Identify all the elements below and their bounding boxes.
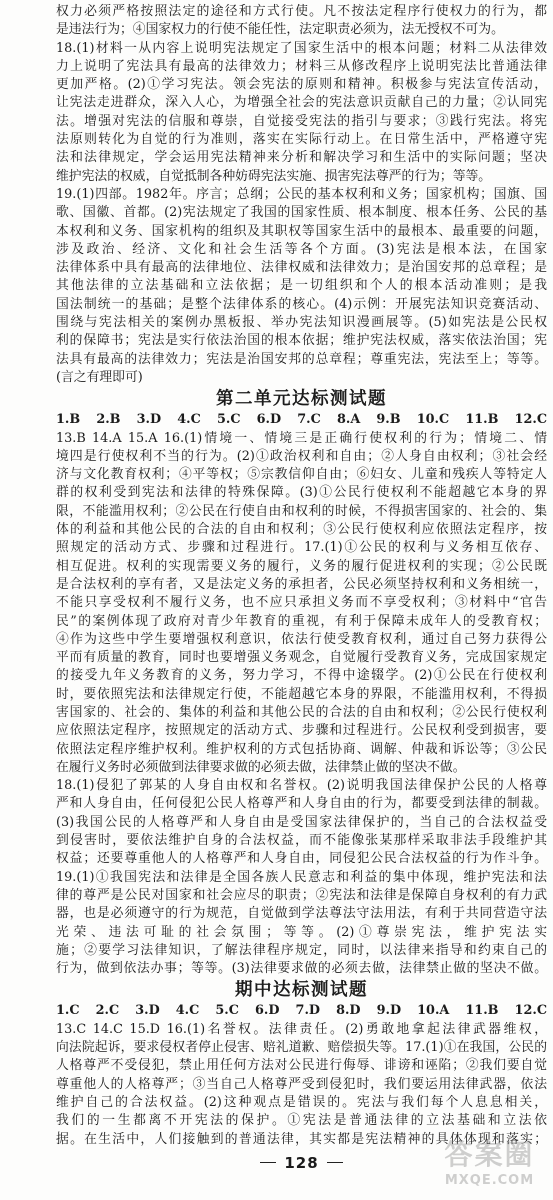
text-line: 施；②要学习法律知识，了解法律程序规定，同时，以法律来指导和约束自己的: [56, 942, 547, 958]
text-line: 据。在生活中，人们接触到的普通法律，其实都是宪法精神的具体体现和落实；: [56, 1131, 547, 1147]
text-line: 行为，做到依法办事；等等。(3)法律要求做的必须去做，法律禁止做的坚决不做。: [56, 961, 547, 977]
text-line: 济与文化教育权利；④平等权；⑤宗教信仰自由；⑥妇女、儿童和残疾人等特定人: [56, 467, 547, 483]
text-line: 国法制统一的基础；是整个法律体系的核心。(4)示例：开展宪法知识竞赛活动、: [56, 296, 547, 312]
text-line: 体的利益和其他公民的合法的自由和权利；③公民行使权利应依照法定程序，按: [56, 522, 547, 538]
text-line: 民”的案例体现了政府对青少年教育的重视，有利于保障未成年人的受教育权；: [56, 613, 547, 629]
text-line: 法。增强对宪法的信服和尊崇，自觉接受宪法的指引与要求；③践行宪法。将宪: [56, 113, 547, 129]
text-line: (3)我国公民的人格尊严和人身自由是受国家法律保护的，当自己的合法权益受: [56, 814, 547, 830]
text-line: 歌、国徽、首都。(2)宪法规定了我国的国家性质、根本制度、根本任务、公民的基: [56, 205, 547, 221]
answer-key-line: 1.C 2.C 3.D 4.C 5.C 6.D 7.D 8.D 9.D 10.A 11.B 12.C: [56, 1003, 547, 1019]
text-line: 是违法行为；④国家权力的行使不能任性，法定职责必须为，法无授权不可为。: [56, 22, 504, 38]
text-line: 13.B 14.A 15.A 16.(1)情境一、情境三是正确行使权利的行为；情境二、情: [56, 430, 547, 446]
text-line: 让宪法走进群众，深入人心，为增强全社会的宪法意识贡献自己的力量；②认同宪: [56, 95, 547, 111]
answer-key-line: 1.B 2.B 3.D 4.C 5.C 6.D 7.C 8.A 9.B 10.C 11.B 12.C: [56, 412, 547, 428]
page-footer: [56, 1151, 547, 1175]
text-line: 法原则转化为自觉的行为准则，落实在实际行动上。在日常生活中，严格遵守宪: [56, 132, 547, 148]
text-line: 力上说明了宪法具有最高的法律效力；材料三从修改程序上说明宪法比普通法律: [56, 58, 547, 74]
text-line: 法具有最高的法律效力；宪法是治国安邦的总章程；尊重宪法，宪法至上；等等。: [56, 351, 547, 367]
text-line: 围绕与宪法相关的案例办黑板报、举办宪法知识漫画展等。(5)如宪法是公民权: [56, 315, 547, 331]
text-line: 到侵害时，要依法维护自身的合法权益，而不能像张某那样采取非法手段维护其: [56, 833, 547, 849]
text-line: 19.(1)①我国宪法和法律是全国各族人民意志和利益的集中体现，维护宪法和法: [56, 869, 547, 885]
text-line: (言之有理即可): [56, 369, 143, 385]
text-line: 本权利和义务、国家机构的组织及其职权等国家生活中的最根本、最重要的问题，: [56, 223, 547, 239]
text-line: 器，也是必须遵守的行为规范，自觉做到学法尊法守法用法，有利于共同营造守法: [56, 906, 547, 922]
text-line: 不能只享受权利不履行义务，也不应只承担义务而不享受权利；③材料中“官告: [56, 595, 547, 611]
text-line: 维护宪法的权威，自觉抵制各种妨碍宪法实施、损害宪法尊严的行为；等等。: [56, 168, 492, 184]
text-line: 依照法定程序维护权利。维护权利的方式包括协商、调解、仲裁和诉讼等；③公民: [56, 741, 547, 757]
page-number-dash-left: [260, 1162, 276, 1163]
text-line: 害国家的、社会的、集体的利益和其他公民的合法的自由和权利；②公民行使权利: [56, 704, 547, 720]
text-line: 照规定的活动方式、步骤和过程进行。17.(1)①公民的权利与义务相互依存、: [56, 540, 547, 556]
text-line: 尊重他人的人格尊严；③当自己人格尊严受到侵犯时，我们要运用法律武器，依法: [56, 1076, 547, 1092]
text-line: 向法院起诉，要求侵权者停止侵害、赔礼道歉、赔偿损失等。17.(1)①在我国，公民的: [56, 1040, 547, 1056]
text-line: 利的保障书；宪法是实行依法治国的根本依据；维护宪法权威，落实依法治国；宪: [56, 333, 547, 349]
text-line: ④作为这些中学生要增强权利意识，依法行使受教育权利，通过自己努力获得公: [56, 631, 547, 647]
text-line: 维护自己的合法权益。(2)这种观点是错误的。宪法与我们每个人息息相关，: [56, 1094, 547, 1110]
text-line: 我们的一生都离不开宪法的保护。①宪法是普通法律的立法基础和立法依: [56, 1113, 547, 1129]
section-heading-unit2: 第二单元达标测试题: [216, 389, 387, 410]
text-line: 平而有质量的教育，同时也要增强义务观念，自觉履行受教育义务，完成国家规定: [56, 650, 547, 666]
text-line: 权力必须严格按照法定的途径和方式行使。凡不按法定程序行使权力的行为，都: [56, 4, 547, 19]
text-line: 相互促进。权利的实现需要义务的履行，义务的履行促进权利的实现；②公民既: [56, 558, 547, 574]
page-number-dash-right: [327, 1162, 343, 1163]
text-line: 法律体系中具有最高的法律地位、法律权威和法律效力；是治国安邦的总章程；是: [56, 260, 547, 276]
text-line: 18.(1)材料一从内容上说明宪法规定了国家生活中的根本问题；材料二从法律效: [56, 40, 547, 56]
section-heading-midterm: 期中达标测试题: [235, 980, 368, 1001]
text-line: 18.(1)侵犯了郭某的人身自由权和名誉权。(2)说明我国法律保护公民的人格尊: [56, 778, 547, 794]
text-line: 权益；还要尊重他人的人格尊严和人身自由，同侵犯公民合法权益的行为作斗争。: [56, 851, 547, 867]
text-line: 时，要依照宪法和法律规定行使，不能超越它本身的界限，不能滥用权利，不得损: [56, 686, 547, 702]
answer-page: [56, 3, 547, 1175]
text-line: 群的权利受到宪法和法律的特殊保障。(3)①公民行使权利不能超越它本身的界: [56, 485, 547, 501]
text-line: 13.C 14.C 15.D 16.(1)名誉权。法律责任。(2)勇敢地拿起法律武器维权，: [56, 1021, 547, 1037]
text-line: 应依照法定程序，按照规定的活动方式、步骤和过程进行。公民权利受到损害，要: [56, 723, 547, 739]
text-line: 19.(1)四部。1982年。序言；总纲；公民的基本权利和义务；国家机构；国旗、国: [56, 186, 547, 202]
watermark-site: MXQE.COM: [444, 1173, 535, 1188]
text-line: 其他法律的立法基础和立法依据；是一切组织和个人的根本活动准则；是我: [56, 278, 547, 294]
text-line: 法和法律规定，学会运用宪法精神来分析和解决学习和生活中的实际问题；坚决: [56, 150, 547, 166]
text-line: 在履行义务时必须做到法律要求做的必须去做，法律禁止做的坚决不做。: [56, 759, 466, 775]
page-number: 128: [284, 1153, 319, 1172]
text-line: 是合法权利的享有者，又是法定义务的承担者，公民必须坚持权利和义务相统一，: [56, 576, 547, 592]
text-line: 人格尊严不受侵犯，禁止用任何方法对公民进行侮辱、诽谤和诬陷；②我们要自觉: [56, 1058, 547, 1074]
text-line: 涉及政治、经济、文化和社会生活等各个方面。(3)宪法是根本法，在国家: [56, 241, 547, 257]
text-line: 境四是行使权利不当的行为。(2)①政治权利和自由；②人身自由权利；③社会经: [56, 448, 547, 464]
text-line: 光荣、违法可耻的社会氛围；等等。(2)①尊崇宪法，维护宪法实: [56, 924, 547, 940]
watermark-brand: 答案圈: [444, 1138, 535, 1171]
text-line: 更加严格。(2)①学习宪法。领会宪法的原则和精神。积极参与宪法宣传活动，: [56, 77, 547, 93]
text-line: 严和人身自由，任何侵犯公民人格尊严和人身自由的行为，都要受到法律的制裁。: [56, 796, 547, 812]
text-line: 的接受九年义务教育的义务，努力学习，不得中途辍学。(2)①公民在行使权利: [56, 668, 547, 684]
text-line: 律的尊严是公民对国家和社会应尽的职责；②宪法和法律是保障自身权利的有力武: [56, 887, 547, 903]
text-line: 限，不能滥用权利；②公民在行使自由和权利的时候，不得损害国家的、社会的、集: [56, 503, 547, 519]
